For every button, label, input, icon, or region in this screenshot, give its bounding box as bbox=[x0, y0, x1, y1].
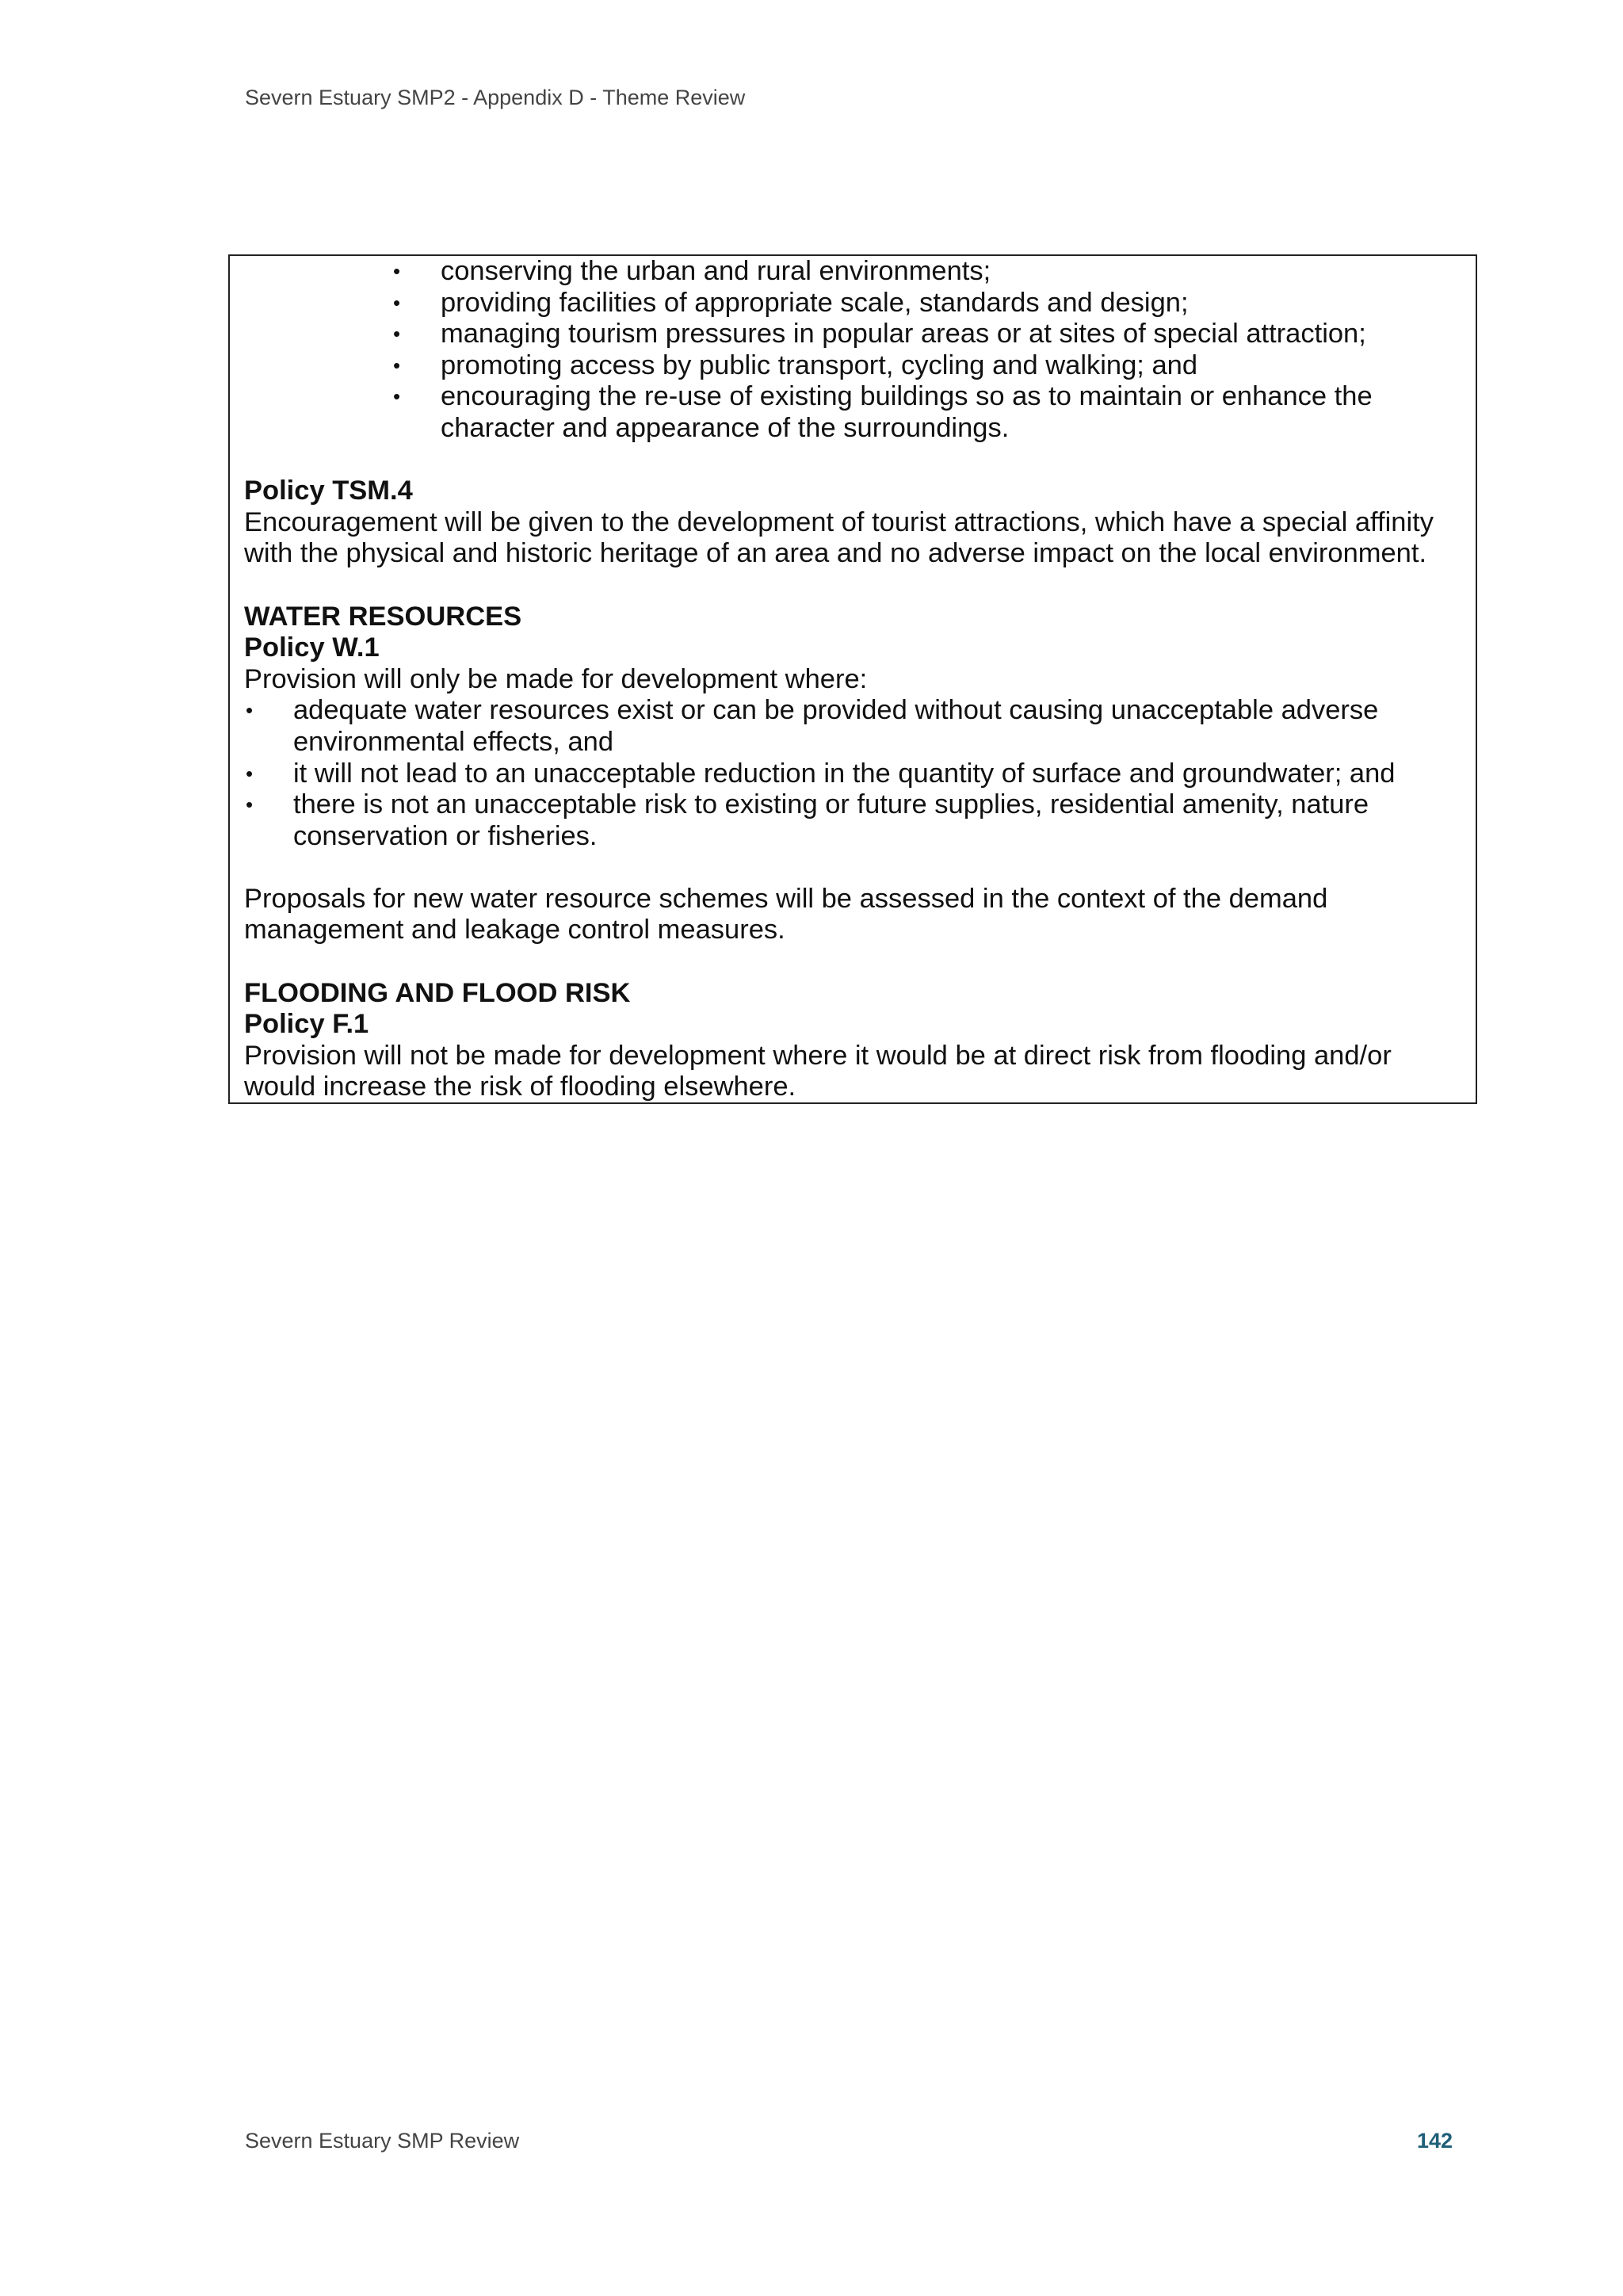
list-item: • adequate water resources exist or can be provided without causing unacceptable adverse environmental effects, and bbox=[246, 695, 1379, 757]
bullet-icon: • bbox=[393, 384, 401, 409]
policy-box bbox=[228, 254, 1477, 1104]
bullet-icon: • bbox=[246, 761, 254, 785]
policy-w1-heading: Policy W.1 bbox=[244, 632, 380, 663]
spacer bbox=[244, 570, 1461, 602]
list-item: • it will not lead to an unacceptable reduction in the quantity of surface and groundwater; and bbox=[246, 758, 1396, 789]
spacer bbox=[244, 445, 1461, 476]
bullet-icon: • bbox=[393, 290, 401, 315]
bullet-icon: • bbox=[393, 259, 401, 283]
water-proposals-text: Proposals for new water resource schemes will be assessed in the context of the demand management and leakage control measures. bbox=[244, 883, 1328, 946]
list-item: • providing facilities of appropriate scale, standards and design; bbox=[393, 287, 1189, 318]
bullet-icon: • bbox=[393, 322, 401, 346]
page-header: Severn Estuary SMP2 - Appendix D - Theme Review bbox=[245, 86, 746, 109]
spacer bbox=[244, 852, 1461, 884]
water-resources-heading: WATER RESOURCES bbox=[244, 601, 522, 632]
list-item: • there is not an unacceptable risk to existing or future supplies, residential amenity, nature conservation or fisheries. bbox=[246, 789, 1369, 851]
list-item: • promoting access by public transport, cycling and walking; and bbox=[393, 350, 1197, 380]
footer-title: Severn Estuary SMP Review bbox=[245, 2129, 520, 2153]
page-number: 142 bbox=[1416, 2129, 1453, 2153]
bullet-icon: • bbox=[393, 353, 401, 377]
list-item: • encouraging the re-use of existing buildings so as to maintain or enhance the character and appearance of the surroundings. bbox=[393, 381, 1373, 443]
flooding-heading: FLOODING AND FLOOD RISK bbox=[244, 977, 631, 1008]
policy-tsm4-text: Encouragement will be given to the development of tourist attractions, which have a special affinity with the physical and historic heritage of an area and no adverse impact on the local environment. bbox=[244, 506, 1434, 569]
policy-tsm4-heading: Policy TSM.4 bbox=[244, 476, 413, 506]
bullet-icon: • bbox=[246, 793, 254, 817]
policy-f1-heading: Policy F.1 bbox=[244, 1009, 369, 1040]
list-item: • conserving the urban and rural environments; bbox=[393, 256, 991, 286]
top-bullet-list bbox=[244, 256, 1461, 445]
list-item: • managing tourism pressures in popular areas or at sites of special attraction; bbox=[393, 319, 1366, 350]
policy-w1-intro: Provision will only be made for development where: bbox=[244, 663, 868, 694]
water-bullet-list bbox=[244, 695, 1461, 852]
policy-f1-text: Provision will not be made for development where it would be at direct risk from flooding and/or would increase the risk of flooding elsewhere. bbox=[244, 1040, 1392, 1102]
bullet-icon: • bbox=[246, 698, 254, 723]
spacer bbox=[244, 946, 1461, 978]
